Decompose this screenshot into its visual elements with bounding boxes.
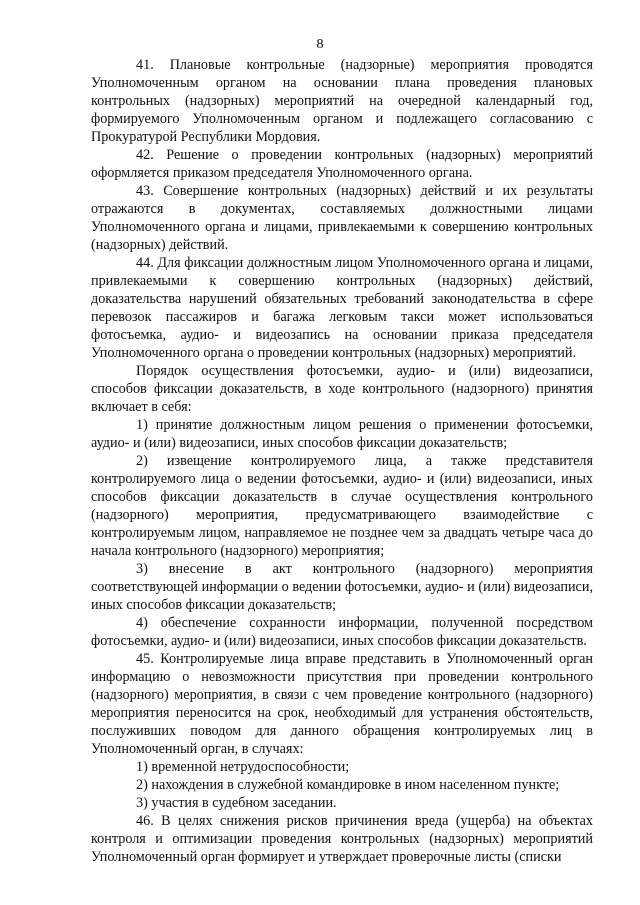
paragraph-43: 43. Совершение контрольных (надзорных) действий и их результаты отражаются в документах, составляемых должностными лицами Уполномоченного органа и лицами, привлекаемыми к совершению контрольных (надзорных) действий. — [91, 183, 593, 253]
list-item-4: 4) обеспечение сохранности информации, полученной посредством фотосъемки, аудио- и (или) видеозаписи, иных способов фиксации доказательств. — [91, 615, 593, 649]
paragraph-41: 41. Плановые контрольные (надзорные) мероприятия проводятся Уполномоченным органом на основании плана проведения плановых контрольных (надзорных) мероприятий на очередной календарный год, формируемого Уполномоченным органом и подлежащего согласованию с Прокуратурой Республики Мордовия. — [91, 57, 593, 145]
list-item-2: 2) извещение контролируемого лица, а также представителя контролируемого лица о ведении фотосъемки, аудио- и (или) видеозаписи, иных способов фиксации доказательств в случае осуществления контрольного (надзорного) мероприятия, предусматривающего взаимодействие с контролируемым лицом, направляемое не позднее чем за двадцать четыре часа до начала контрольного (надзорного) мероприятия; — [91, 453, 593, 559]
case-item-3: 3) участия в судебном заседании. — [136, 795, 337, 811]
case-item-1: 1) временной нетрудоспособности; — [136, 759, 350, 775]
document-body — [91, 56, 593, 866]
list-item-1: 1) принятие должностным лицом решения о применении фотосъемки, аудио- и (или) видеозаписи, иных способов фиксации доказательств; — [91, 417, 593, 451]
case-item-2: 2) нахождения в служебной командировке в ином населенном пункте; — [136, 777, 560, 793]
paragraph-46: 46. В целях снижения рисков причинения вреда (ущерба) на объектах контроля и оптимизации проведения контрольных (надзорных) мероприятий Уполномоченный орган формирует и утверждает проверочные листы (списки — [91, 813, 593, 865]
list-item-3: 3) внесение в акт контрольного (надзорного) мероприятия соответствующей информации о ведении фотосъемки, аудио- и (или) видеозаписи, иных способов фиксации доказательств; — [91, 561, 593, 613]
paragraph-45: 45. Контролируемые лица вправе представить в Уполномоченный орган информацию о невозможности присутствия при проведении контрольного (надзорного) мероприятия, в связи с чем проведение контрольного (надзорного) мероприятия переносится на срок, необходимый для устранения обстоятельств, послуживших поводом для данного обращения контролируемых лиц в Уполномоченный орган, в случаях: — [91, 651, 593, 757]
paragraph-42: 42. Решение о проведении контрольных (надзорных) мероприятий оформляется приказом председателя Уполномоченного органа. — [91, 147, 593, 181]
page-number: 8 — [316, 37, 324, 52]
paragraph-44: 44. Для фиксации должностным лицом Уполномоченного органа и лицами, привлекаемыми к совершению контрольных (надзорных) действий, доказательства нарушений обязательных требований законодательства в сфере перевозок пассажиров и багажа легковым такси может использоваться фотосъемка, аудио- и видеозапись на основании приказа председателя Уполномоченного органа о проведении контрольных (надзорных) мероприятий. — [91, 255, 593, 361]
paragraph-procedure-intro: Порядок осуществления фотосъемки, аудио- и (или) видеозаписи, способов фиксации доказательств, в ходе контрольного (надзорного) принятия включает в себя: — [91, 363, 593, 415]
